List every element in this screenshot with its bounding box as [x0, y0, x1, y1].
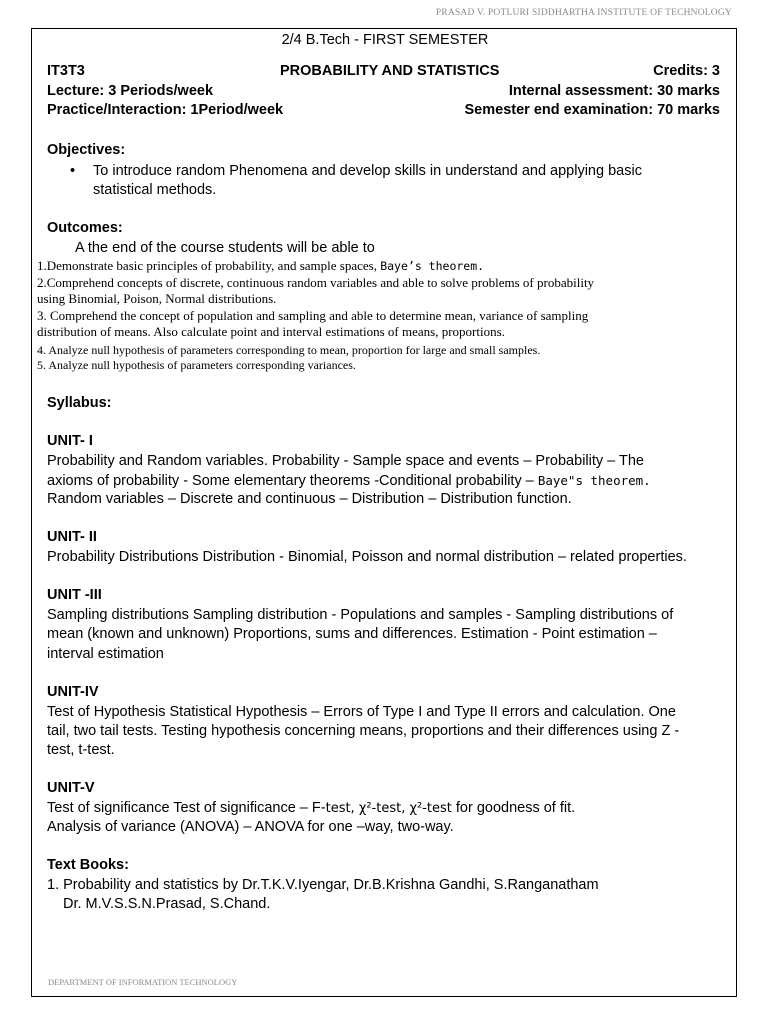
- syllabus-page-frame: [31, 28, 737, 997]
- outcome-2-line-1: 2.Comprehend concepts of discrete, continuous random variables and able to solve problems of probability: [37, 275, 595, 290]
- unit-4-line-1: Test of Hypothesis Statistical Hypothesis – Errors of Type I and Type II errors and calculation. One: [47, 704, 676, 720]
- outcome-1-theorem: Baye’s theorem.: [380, 259, 485, 273]
- unit-5-line-1-c: for goodness of fit.: [451, 800, 576, 816]
- text-book-line-2: Dr. M.V.S.S.N.Prasad, S.Chand.: [63, 896, 271, 912]
- unit-4-line-2: tail, two tail tests. Testing hypothesis concerning means, proportions and their differences using Z -: [47, 723, 680, 739]
- outcomes-intro: A the end of the course students will be able to: [75, 240, 375, 256]
- unit-5-tests: test, χ²-test, χ²-test: [325, 801, 452, 816]
- objective-line-2: statistical methods.: [93, 182, 217, 198]
- unit-1-line-3: Random variables – Discrete and continuous – Distribution – Distribution function.: [47, 491, 572, 507]
- semester-end-exam: Semester end examination: 70 marks: [464, 102, 720, 118]
- course-code: IT3T3: [47, 63, 85, 79]
- unit-1-line-2-text: axioms of probability - Some elementary theorems -Conditional probability –: [47, 473, 538, 489]
- outcomes-heading: Outcomes:: [47, 220, 123, 236]
- objectives-heading: Objectives:: [47, 142, 126, 158]
- unit-3-line-1: Sampling distributions Sampling distribution - Populations and samples - Sampling distributions of: [47, 607, 674, 623]
- semester-title: 2/4 B.Tech - FIRST SEMESTER: [281, 32, 489, 48]
- course-credits: Credits: 3: [653, 63, 720, 79]
- unit-3-title: UNIT -III: [47, 587, 102, 603]
- text-books-heading: Text Books:: [47, 857, 129, 873]
- outcome-3-line-2: distribution of means. Also calculate point and interval estimations of means, proportions.: [37, 324, 505, 339]
- unit-2-line-1: Probability Distributions Distribution - Binomial, Poisson and normal distribution – related properties.: [47, 549, 687, 565]
- unit-5-line-1: [47, 799, 575, 818]
- unit-1-title: UNIT- I: [47, 433, 93, 449]
- unit-5-line-2: Analysis of variance (ANOVA) – ANOVA for one –way, two-way.: [47, 819, 454, 835]
- unit-4-title: UNIT-IV: [47, 684, 99, 700]
- unit-4-line-3: test, t-test.: [47, 742, 115, 758]
- course-title: PROBABILITY AND STATISTICS: [280, 63, 500, 79]
- objective-line-1: To introduce random Phenomena and develop skills in understand and applying basic: [93, 163, 642, 179]
- unit-3-line-3: interval estimation: [47, 646, 164, 662]
- outcome-3-line-1: 3. Comprehend the concept of population and sampling and able to determine mean, variance of sampling: [37, 308, 589, 323]
- outcome-5: 5. Analyze null hypothesis of parameters corresponding variances.: [37, 358, 356, 372]
- text-book-line-1: 1. Probability and statistics by Dr.T.K.V.Iyengar, Dr.B.Krishna Gandhi, S.Ranganatham: [47, 877, 599, 893]
- syllabus-heading: Syllabus:: [47, 395, 112, 411]
- unit-5-title: UNIT-V: [47, 780, 95, 796]
- outcome-1-text: 1.Demonstrate basic principles of probability, and sample spaces,: [37, 258, 381, 273]
- unit-2-title: UNIT- II: [47, 529, 97, 545]
- unit-3-line-2: mean (known and unknown) Proportions, sums and differences. Estimation - Point estimation –: [47, 626, 657, 642]
- outcome-4: 4. Analyze null hypothesis of parameters corresponding to mean, proportion for large and small samples.: [37, 343, 541, 357]
- internal-assessment: Internal assessment: 30 marks: [508, 83, 720, 99]
- unit-1-theorem: Baye"s theorem.: [537, 473, 651, 488]
- practice-periods: Practice/Interaction: 1Period/week: [47, 102, 284, 118]
- unit-1-line-2: [47, 471, 651, 491]
- lecture-periods: Lecture: 3 Periods/week: [47, 83, 214, 99]
- unit-1-line-1: Probability and Random variables. Probability - Sample space and events – Probability – The: [47, 453, 644, 469]
- unit-5-line-1-a: Test of significance Test of significance – F-: [47, 800, 326, 816]
- outcome-2-line-2: using Binomial, Poison, Normal distributions.: [37, 291, 277, 306]
- department-footer: DEPARTMENT OF INFORMATION TECHNOLOGY: [48, 977, 238, 987]
- outcome-1: [37, 258, 484, 275]
- objective-bullet: •: [70, 163, 76, 179]
- institute-header: PRASAD V. POTLURI SIDDHARTHA INSTITUTE OF TECHNOLOGY: [435, 8, 732, 18]
